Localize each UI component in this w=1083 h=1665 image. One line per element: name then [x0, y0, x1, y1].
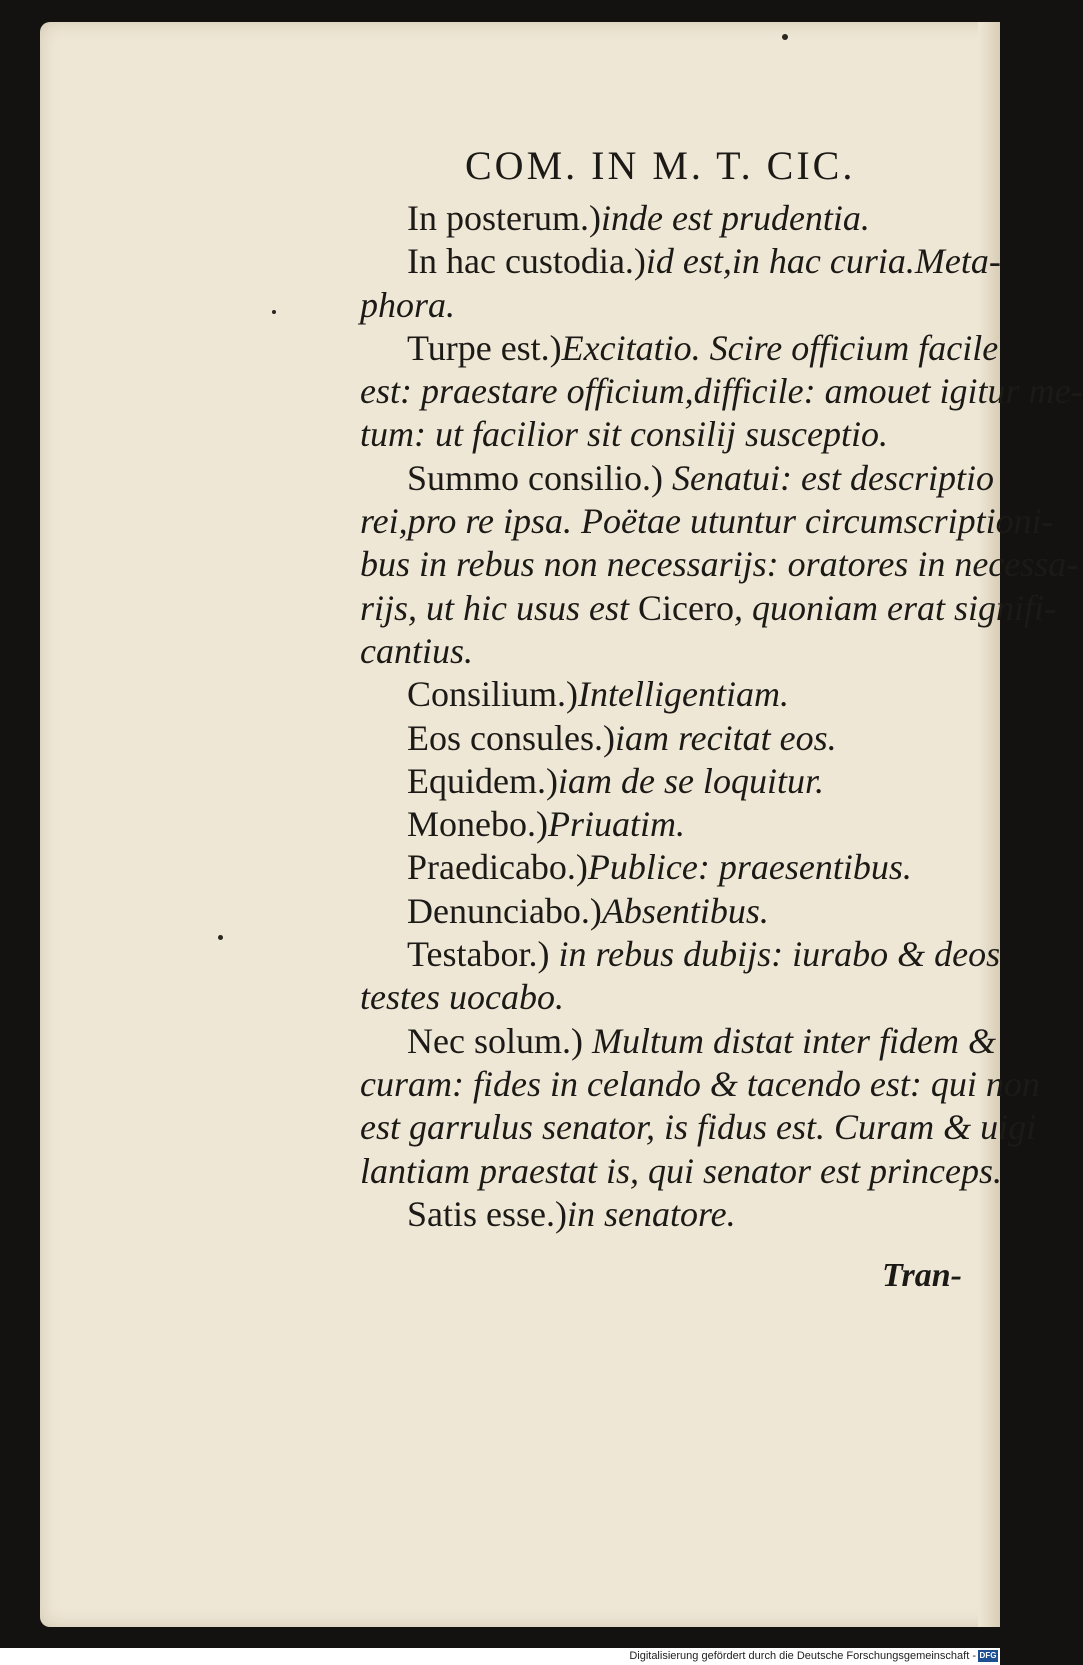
commentary-text: iam de se loquitur.: [557, 760, 824, 801]
ink-speck: [782, 34, 788, 40]
lemma-text: Turpe est.): [407, 327, 562, 368]
text-line: [360, 500, 1054, 543]
text-line: [360, 284, 1000, 327]
lemma-text: In hac custodia.): [407, 241, 646, 282]
commentary-text: lantiam praestat is, qui senator est princeps.: [360, 1150, 1002, 1191]
lemma-text: Testabor.): [407, 934, 550, 975]
text-line: [360, 1106, 1037, 1149]
text-line: [360, 846, 1000, 889]
text-line: [360, 413, 1000, 456]
commentary-text: inde est prudentia.: [600, 198, 870, 238]
lemma-text: Monebo.): [407, 804, 548, 845]
text-line: [360, 1020, 1000, 1063]
catchword: Tran-: [882, 1257, 962, 1294]
lemma-text: Denunciabo.): [407, 890, 602, 931]
commentary-text: , quoniam erat signifi-: [733, 587, 1056, 628]
lemma-text: Equidem.): [407, 760, 558, 801]
text-line: [360, 933, 1000, 976]
footer-credit: Digitalisierung gefördert durch die Deutsche Forschungsgemeinschaft -: [629, 1650, 976, 1662]
commentary-text: cantius.: [360, 630, 473, 671]
ink-speck: [218, 935, 223, 940]
text-line: [360, 1150, 1000, 1193]
commentary-text: Multum distat inter fidem &: [582, 1020, 996, 1061]
commentary-text: Senatui: est descriptio: [663, 457, 994, 498]
commentary-text: in senatore.: [566, 1193, 736, 1234]
lemma-text: Cicero: [638, 587, 734, 628]
commentary-text: est: praestare officium,difficile: amouet igitur me-: [360, 371, 1083, 412]
commentary-text: Absentibus.: [601, 890, 769, 931]
text-line: [360, 1063, 1040, 1106]
commentary-text: phora.: [360, 284, 456, 325]
commentary-text: tum: ut facilior sit consilij susceptio.: [360, 414, 888, 455]
text-line: [360, 457, 1000, 500]
commentary-text: iam recitat eos.: [614, 717, 837, 758]
lemma-text: Summo consilio.): [407, 457, 664, 498]
commentary-text: Excitatio. Scire officium facile: [561, 327, 999, 368]
text-line: [360, 630, 1000, 673]
text-line: [360, 976, 1000, 1019]
commentary-text: rei,pro re ipsa. Poëtae utuntur circumscriptioni-: [360, 501, 1054, 542]
text-line: [360, 760, 1000, 803]
commentary-text: rijs, ut hic usus est: [360, 587, 639, 628]
text-line: [360, 717, 1000, 760]
ink-speck: [272, 310, 276, 314]
commentary-text: Priuatim.: [547, 804, 685, 845]
book-page: [40, 22, 1083, 1627]
commentary-text: Intelligentiam.: [578, 674, 789, 715]
commentary-text: in rebus dubijs: iurabo & deos: [549, 934, 1001, 975]
commentary-text: id est,in hac curia.Meta-: [645, 241, 1001, 282]
lemma-text: Consilium.): [407, 674, 579, 715]
lemma-text: Eos consules.): [407, 717, 615, 758]
lemma-text: Nec solum.): [407, 1020, 583, 1061]
text-line: [360, 197, 1000, 240]
lemma-text: In posterum.): [407, 198, 601, 238]
digitization-footer: [0, 1648, 1000, 1665]
text-line: [360, 543, 1079, 586]
text-line: [360, 890, 1000, 933]
running-header: COM. IN M. T. CIC.: [465, 143, 856, 188]
commentary-text: Publice: praesentibus.: [587, 847, 912, 888]
text-line: [360, 673, 1000, 716]
text-line: [360, 240, 1000, 283]
text-line: [360, 327, 1000, 370]
commentary-text: bus in rebus non necessarijs: oratores in necessa-: [360, 544, 1079, 585]
text-line: [360, 803, 1000, 846]
dfg-logo: DFG: [979, 1651, 997, 1660]
commentary-text: est garrulus senator, is fidus est. Curam & uigi: [360, 1107, 1037, 1148]
text-line: [360, 1193, 1000, 1236]
text-line: [360, 370, 1083, 413]
page-body-text: [360, 197, 1083, 1236]
lemma-text: Satis esse.): [407, 1193, 567, 1234]
text-line: [360, 587, 1056, 630]
commentary-text: testes uocabo.: [360, 977, 564, 1018]
commentary-text: curam: fides in celando & tacendo est: qui non: [360, 1063, 1040, 1104]
lemma-text: Praedicabo.): [407, 847, 588, 888]
